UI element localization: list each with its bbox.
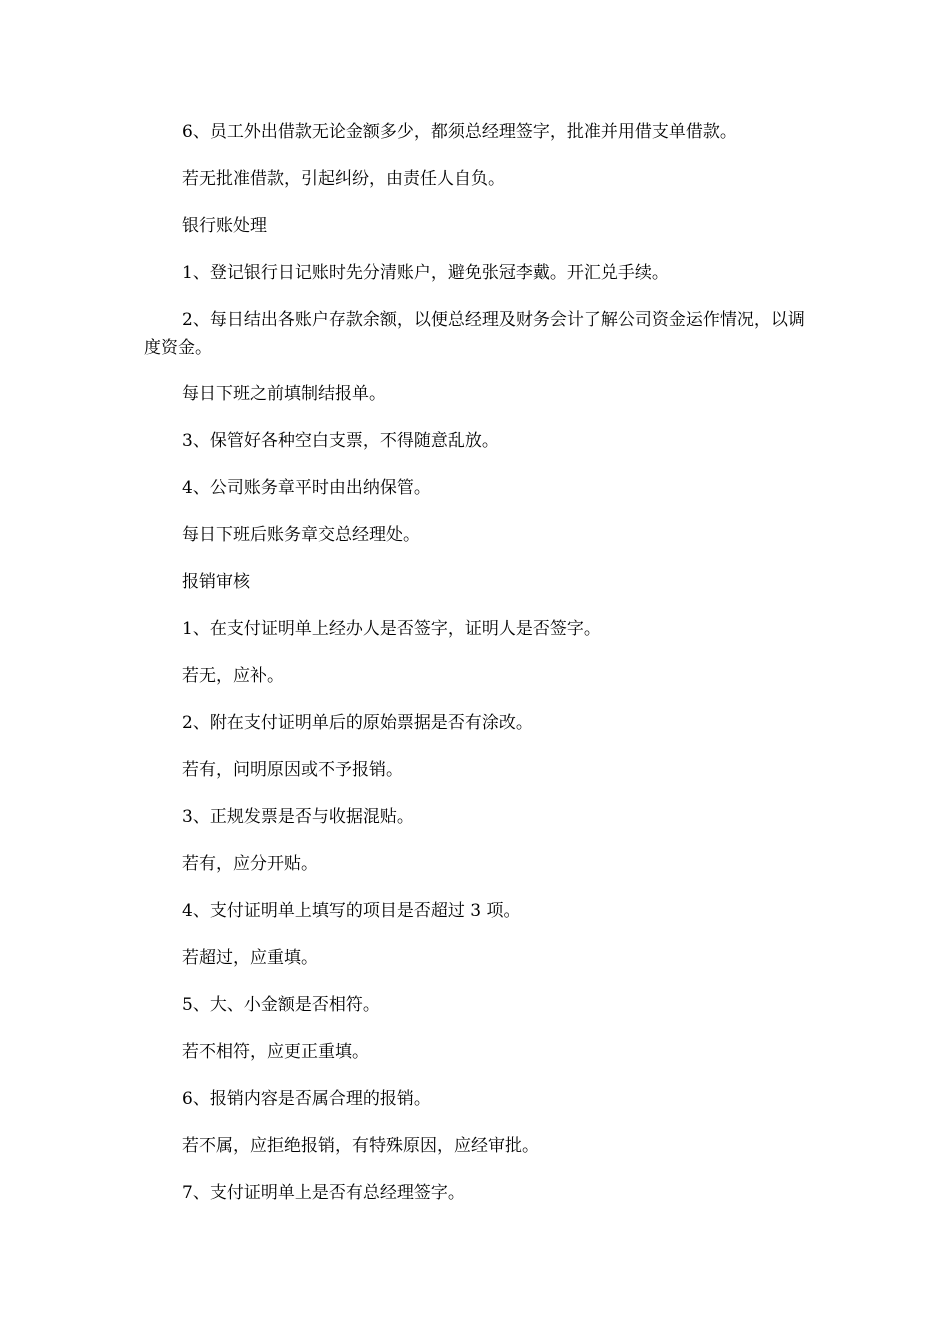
paragraph: 若无批准借款，引起纠纷，由责任人自负。 bbox=[182, 169, 505, 189]
paragraph: 若有，问明原因或不予报销。 bbox=[182, 760, 403, 780]
paragraph: 每日下班之前填制结报单。 bbox=[182, 384, 386, 404]
section-heading: 报销审核 bbox=[182, 572, 250, 592]
paragraph: 若无，应补。 bbox=[182, 666, 284, 686]
paragraph: 7、支付证明单上是否有总经理签字。 bbox=[182, 1183, 465, 1203]
paragraph: 6、报销内容是否属合理的报销。 bbox=[182, 1089, 431, 1109]
paragraph: 3、保管好各种空白支票，不得随意乱放。 bbox=[182, 431, 499, 451]
paragraph: 4、公司账务章平时由出纳保管。 bbox=[182, 478, 431, 498]
paragraph: 若有，应分开贴。 bbox=[182, 854, 318, 874]
paragraph: 2、每日结出各账户存款余额，以便总经理及财务会计了解公司资金运作情况，以调度资金。 bbox=[144, 310, 805, 358]
document-body bbox=[144, 118, 810, 1226]
section-heading: 银行账处理 bbox=[182, 216, 267, 236]
paragraph: 每日下班后账务章交总经理处。 bbox=[182, 525, 420, 545]
paragraph: 3、正规发票是否与收据混贴。 bbox=[182, 807, 414, 827]
paragraph: 5、大、小金额是否相符。 bbox=[182, 995, 380, 1015]
paragraph: 6、员工外出借款无论金额多少，都须总经理签字，批准并用借支单借款。 bbox=[182, 122, 737, 142]
paragraph: 4、支付证明单上填写的项目是否超过 3 项。 bbox=[182, 901, 521, 921]
paragraph: 若超过，应重填。 bbox=[182, 948, 318, 968]
paragraph: 若不属，应拒绝报销，有特殊原因，应经审批。 bbox=[182, 1136, 539, 1156]
paragraph: 1、登记银行日记账时先分清账户，避免张冠李戴。开汇兑手续。 bbox=[182, 263, 669, 283]
paragraph: 1、在支付证明单上经办人是否签字，证明人是否签字。 bbox=[182, 619, 601, 639]
paragraph: 若不相符，应更正重填。 bbox=[182, 1042, 369, 1062]
paragraph: 2、附在支付证明单后的原始票据是否有涂改。 bbox=[182, 713, 533, 733]
